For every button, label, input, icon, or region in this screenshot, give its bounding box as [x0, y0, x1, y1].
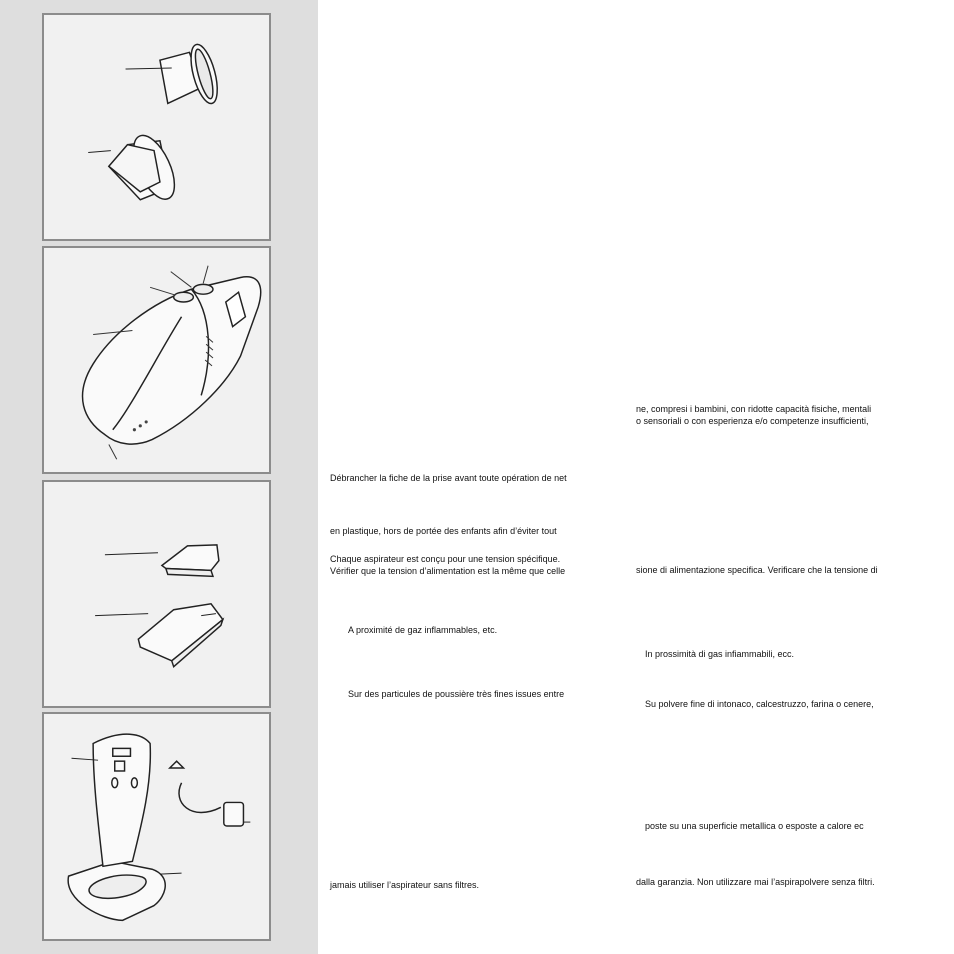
- it-dust-text: Su polvere fine di intonaco, calcestruzzo, farina o cenere,: [645, 699, 874, 709]
- it-metal-text: poste su una superficie metallica o esposte a calore ec: [645, 821, 864, 831]
- panel-vacuum: [42, 246, 271, 474]
- charging-stand-illustration: [44, 714, 269, 939]
- handheld-vacuum-illustration: [44, 248, 269, 472]
- fr-plastic-text: en plastique, hors de portée des enfants afin d’éviter tout: [330, 526, 557, 536]
- panel-filters: [42, 480, 271, 708]
- nozzle-accessories-illustration: [44, 15, 269, 239]
- fr-dust-text: Sur des particules de poussière très fines issues entre: [348, 689, 565, 699]
- filter-parts-illustration: [44, 482, 269, 706]
- it-persons-line-1: ne, compresi i bambini, con ridotte capacità fisiche, mentali: [636, 404, 872, 414]
- illustration-sidebar: [0, 0, 318, 954]
- it-gas-text: In prossimità di gas infiammabili, ecc.: [645, 649, 795, 659]
- fr-unplug-text: Débrancher la fiche de la prise avant toute opération de net: [330, 473, 567, 483]
- it-voltage-text: sione di alimentazione specifica. Verificare che la tensione di: [636, 565, 878, 575]
- it-filters-text: dalla garanzia. Non utilizzare mai l’aspirapolvere senza filtri.: [636, 877, 875, 887]
- it-persons-line-2: o sensoriali o con esperienza e/o competenze insufficienti,: [636, 416, 869, 426]
- fr-filters-text: jamais utiliser l’aspirateur sans filtres.: [330, 880, 480, 890]
- fr-voltage-line-1: Chaque aspirateur est conçu pour une tension spécifique.: [330, 554, 561, 564]
- panel-nozzles: [42, 13, 271, 241]
- fr-voltage-line-2: Vérifier que la tension d’alimentation est la même que celle: [330, 566, 566, 576]
- fr-gas-text: A proximité de gaz inflammables, etc.: [348, 625, 498, 635]
- panel-charging-stand: [42, 712, 271, 941]
